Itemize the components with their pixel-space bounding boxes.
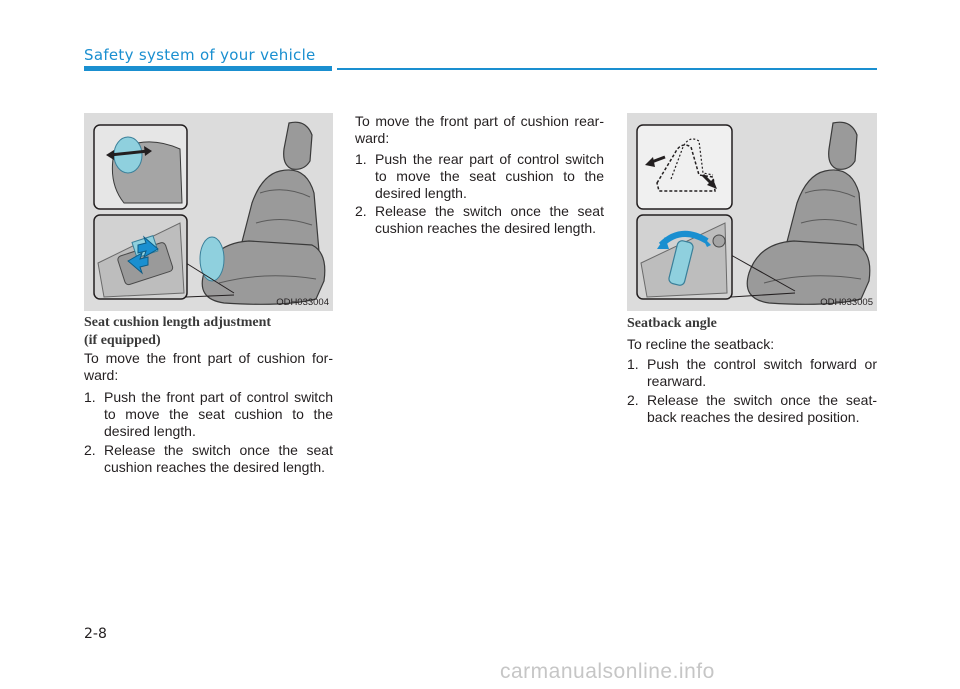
section-title: Safety system of your vehicle: [84, 46, 316, 64]
step-number: 2.: [627, 392, 639, 408]
seatback-drawing: [627, 113, 877, 311]
seat-cushion-illustration: [84, 113, 333, 311]
heading-line: (if equipped): [84, 333, 161, 348]
header-rule-thin: [337, 68, 877, 70]
section-heading: [84, 314, 334, 350]
step-text: Push the front part of control switch to move the seat cushion to the desired length.: [104, 389, 333, 439]
heading-line: Seat cushion length adjustment: [84, 315, 272, 330]
step-number: 1.: [355, 151, 367, 167]
step-number: 1.: [84, 389, 96, 405]
list-item: [627, 392, 877, 426]
section-heading: Seatback angle: [627, 316, 717, 331]
step-number: 2.: [355, 203, 367, 219]
seatback-illustration: [627, 113, 877, 311]
figure-code: ODH033005: [820, 297, 873, 308]
intro-text: To move the front part of cushion for-ward:: [84, 350, 333, 383]
watermark: carmanualsonline.info: [500, 660, 715, 683]
page-number: 2-8: [84, 626, 107, 642]
list-item: [84, 389, 333, 440]
step-text: Release the switch once the seat-back reaches the desired position.: [647, 392, 877, 425]
step-text: Push the rear part of control switch to move the seat cushion to the desired length.: [375, 151, 604, 201]
figure-code: ODH033004: [276, 297, 329, 308]
intro-text: To move the front part of cushion rear-ward:: [355, 113, 604, 146]
step-number: 1.: [627, 356, 639, 372]
step-text: Push the control switch forward or rearward.: [647, 356, 877, 389]
header-rule-thick: [84, 66, 332, 71]
step-number: 2.: [84, 442, 96, 458]
intro-text: To recline the seatback:: [627, 336, 775, 352]
step-text: Release the switch once the seat cushion reaches the desired length.: [104, 442, 333, 475]
seat-cushion-drawing: [84, 113, 333, 311]
list-item: [84, 442, 333, 476]
list-item: [355, 151, 604, 202]
step-text: Release the switch once the seat cushion reaches the desired length.: [375, 203, 604, 236]
list-item: [355, 203, 604, 237]
list-item: [627, 356, 877, 390]
